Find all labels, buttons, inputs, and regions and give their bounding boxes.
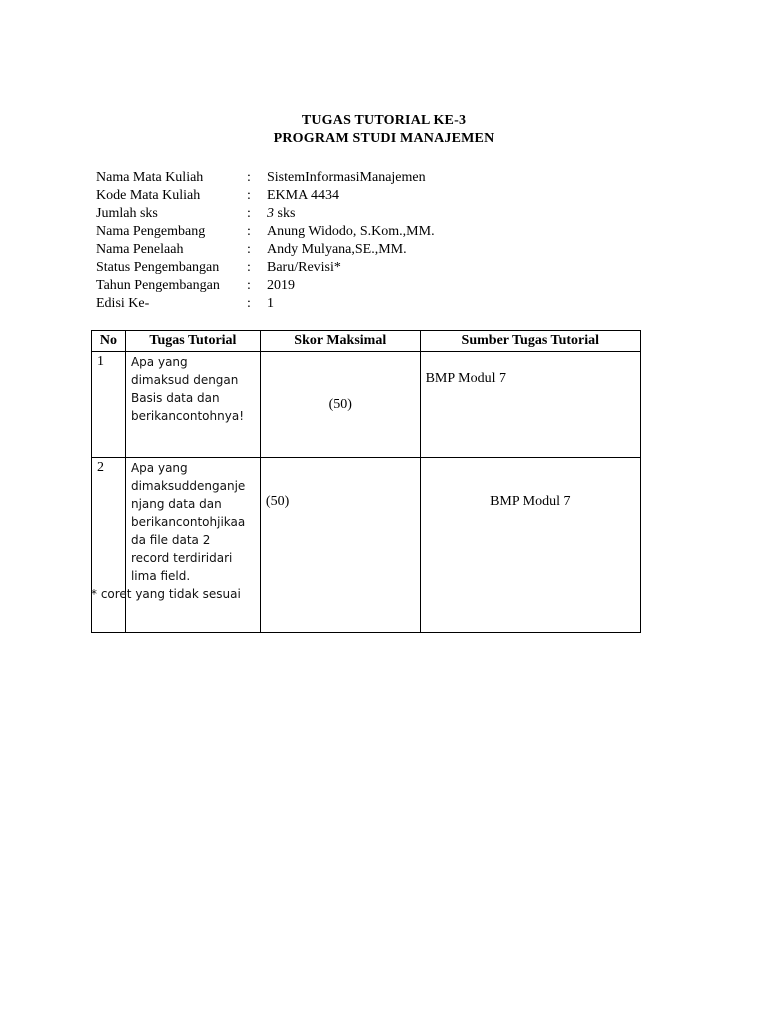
- cell-task: [125, 458, 260, 633]
- header-task: Tugas Tutorial: [125, 331, 260, 352]
- header-source: Sumber Tugas Tutorial: [420, 331, 640, 352]
- info-label: Nama Penelaah: [96, 242, 184, 257]
- cell-score: (50): [260, 458, 420, 633]
- info-value: SistemInformasiManajemen: [267, 170, 426, 185]
- task-line: Basis data dan: [130, 391, 220, 405]
- cell-no: 1: [92, 352, 126, 458]
- info-label: Jumlah sks: [96, 206, 158, 221]
- info-value: 2019: [267, 278, 295, 293]
- info-label: Edisi Ke-: [96, 296, 150, 311]
- table-row: [92, 352, 641, 458]
- document-subtitle: PROGRAM STUDI MANAJEMEN: [273, 131, 495, 146]
- info-colon: :: [247, 188, 251, 203]
- info-label: Status Pengembangan: [96, 260, 220, 275]
- info-value: [267, 205, 295, 223]
- info-value: Andy Mulyana,SE.,MM.: [267, 242, 407, 257]
- cell-source: BMP Modul 7: [420, 352, 640, 458]
- task-line: dimaksud dengan: [130, 373, 239, 387]
- info-colon: :: [247, 278, 251, 293]
- header-max-score: Skor Maksimal: [260, 331, 420, 352]
- task-line: berikancontohnya!: [130, 409, 245, 423]
- cell-task: [125, 352, 260, 458]
- task-line: Apa yang: [130, 461, 188, 475]
- cell-source: BMP Modul 7: [420, 458, 640, 633]
- task-line: lima field.: [130, 569, 191, 583]
- info-colon: :: [247, 206, 251, 221]
- info-colon: :: [247, 224, 251, 239]
- cell-score: (50): [260, 352, 420, 458]
- task-line: da file data 2: [130, 533, 211, 547]
- header-no: No: [92, 331, 126, 352]
- table-row: [92, 458, 641, 633]
- info-label: Nama Pengembang: [96, 224, 206, 239]
- task-line: njang data dan: [130, 497, 222, 511]
- info-colon: :: [247, 296, 251, 311]
- task-line: dimaksuddenganje: [130, 479, 246, 493]
- info-label: Nama Mata Kuliah: [96, 170, 204, 185]
- footnote: * coret yang tidak sesuai: [91, 587, 241, 601]
- credits-unit: sks: [274, 206, 296, 221]
- credits-number: 3: [267, 206, 274, 221]
- info-label: Kode Mata Kuliah: [96, 188, 201, 203]
- info-value: Baru/Revisi*: [267, 260, 341, 275]
- document-title: TUGAS TUTORIAL KE-3: [301, 113, 467, 128]
- info-colon: :: [247, 170, 251, 185]
- info-colon: :: [247, 242, 251, 257]
- info-colon: :: [247, 260, 251, 275]
- cell-no: 2: [92, 458, 126, 633]
- info-value: 1: [267, 296, 274, 311]
- task-line: berikancontohjikaa: [130, 515, 246, 529]
- info-value: Anung Widodo, S.Kom.,MM.: [267, 224, 435, 239]
- table-header-row: [92, 331, 641, 352]
- task-line: Apa yang: [130, 355, 188, 369]
- info-label: Tahun Pengembangan: [96, 278, 220, 293]
- task-line: record terdiridari: [130, 551, 233, 565]
- info-value: EKMA 4434: [267, 188, 339, 203]
